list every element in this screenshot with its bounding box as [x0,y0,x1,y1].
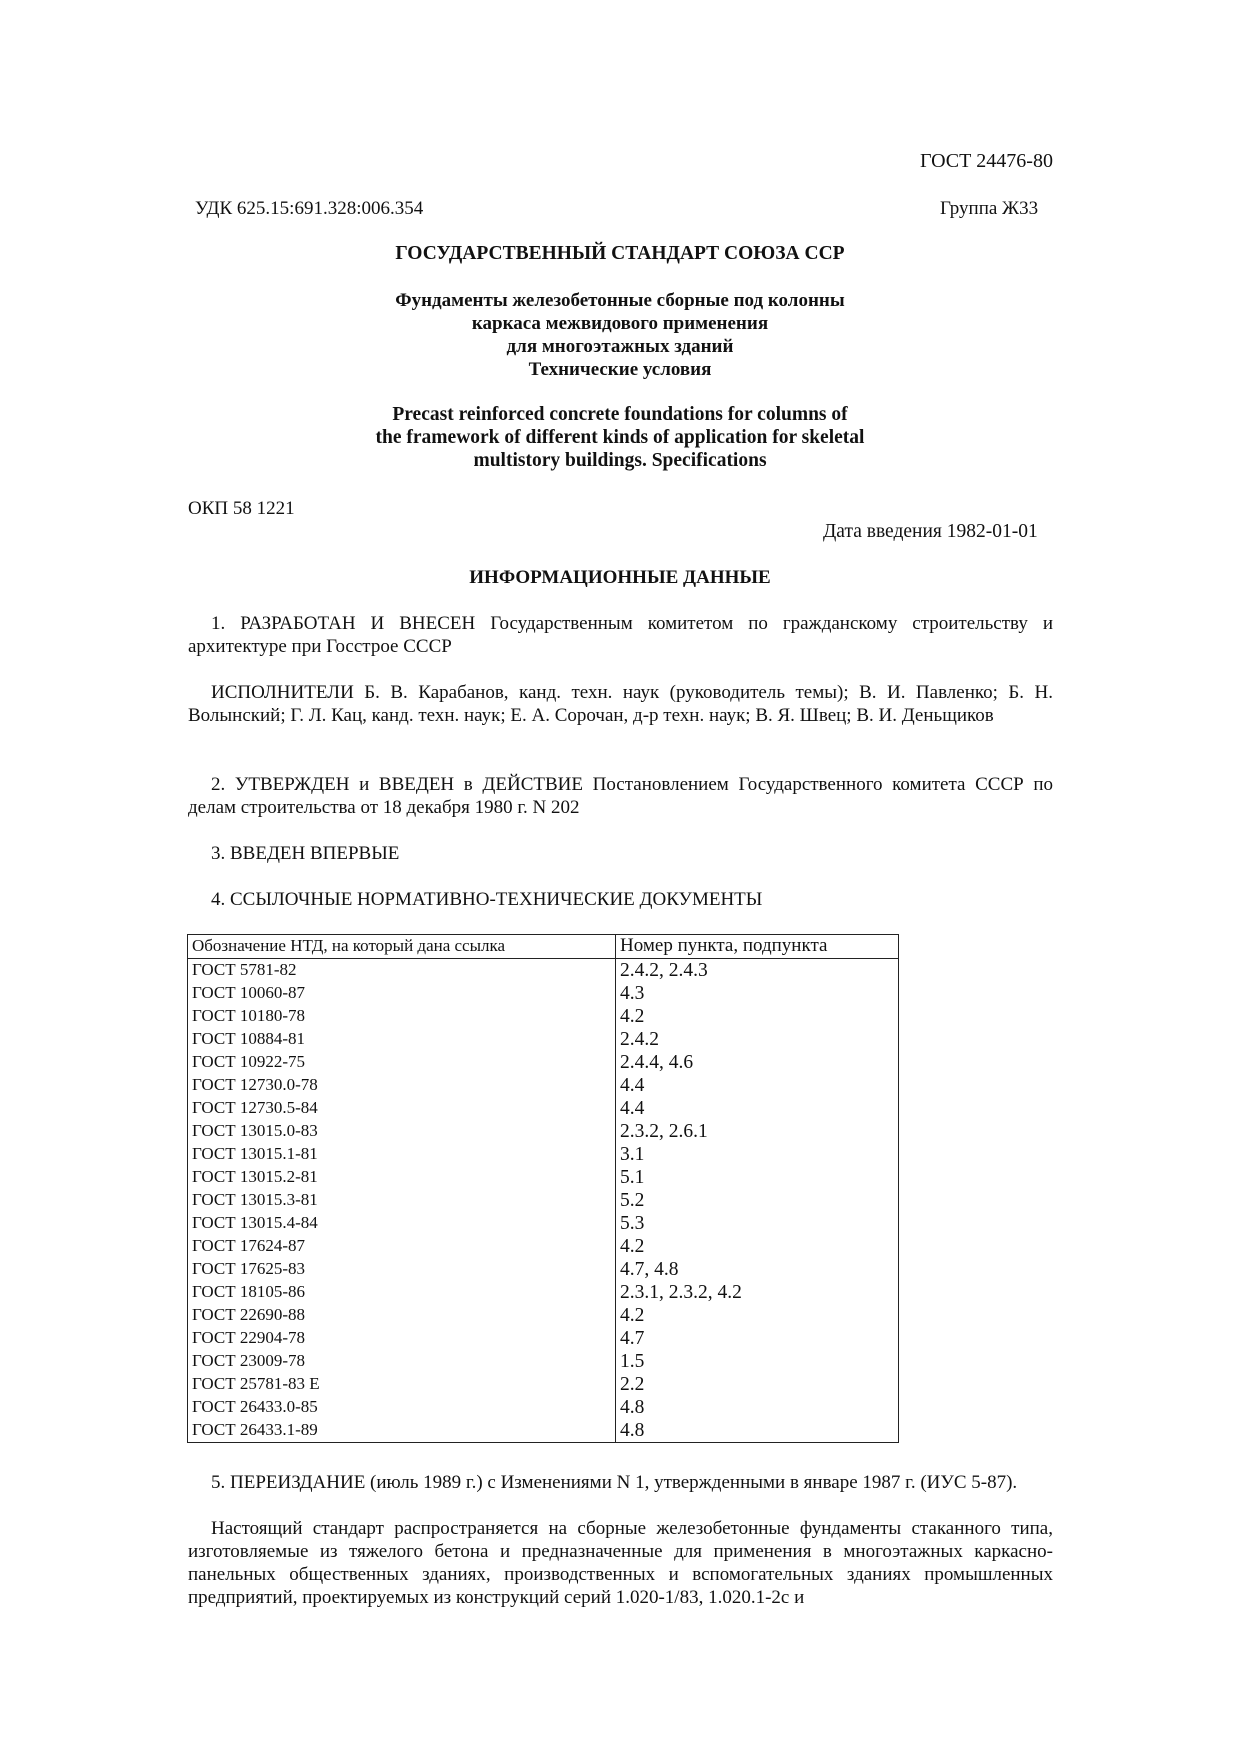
ntd-designation-cell: ГОСТ 5781-82 [192,960,297,979]
ntd-designation-cell: ГОСТ 13015.1-81 [192,1144,318,1163]
table-row [188,1258,899,1281]
table-row [188,1350,899,1373]
clause-number-cell: 2.4.2, 2.4.3 [616,959,899,983]
clause-number-cell: 5.3 [616,1212,899,1235]
clause-number-cell: 4.7 [616,1327,899,1350]
russian-title-line: Технические условия [528,359,712,380]
ntd-designation-cell: ГОСТ 17625-83 [192,1259,306,1278]
clause-number-cell: 2.4.4, 4.6 [616,1051,899,1074]
clause-number-cell: 4.2 [616,1235,899,1258]
clause-number-cell: 4.4 [616,1097,899,1120]
column-header-document: Обозначение НТД, на который дана ссылка [188,935,616,959]
english-title [188,403,1052,472]
clause-number-cell: 5.2 [616,1189,899,1212]
table-row [188,1051,899,1074]
section-executors: ИСПОЛНИТЕЛИ Б. В. Карабанов, канд. техн. наук (руководитель темы); В. И. Павленко; Б. Н. Волынский; Г. Л. Кац, канд. техн. наук; Е. А. Сорочан, д-р техн. наук; В. Я. Швец; В. И. Деньщиков [188,682,1053,726]
ntd-designation-cell: ГОСТ 13015.2-81 [192,1167,318,1186]
ntd-designation-cell: ГОСТ 23009-78 [192,1351,306,1370]
section-developed: 1. РАЗРАБОТАН И ВНЕСЕН Государственным комитетом по гражданскому строительству и архитектуре при Госстрое СССР [188,613,1053,657]
table-row [188,982,899,1005]
table-row [188,1304,899,1327]
ntd-designation-cell: ГОСТ 13015.0-83 [192,1121,318,1140]
table-row [188,1419,899,1443]
ntd-designation-cell: ГОСТ 13015.3-81 [192,1190,318,1209]
column-header-clause: Номер пункта, подпункта [616,935,899,959]
table-row [188,1005,899,1028]
table-row [188,1097,899,1120]
clause-number-cell: 2.4.2 [616,1028,899,1051]
russian-title-line: каркаса межвидового применения [471,313,769,334]
english-title-line: the framework of different kinds of application for skeletal [375,427,865,448]
table-header-row [188,935,899,959]
ntd-designation-cell: ГОСТ 12730.0-78 [192,1075,318,1094]
ntd-designation-cell: ГОСТ 26433.1-89 [192,1420,318,1439]
clause-number-cell: 4.2 [616,1005,899,1028]
ntd-designation-cell: ГОСТ 10922-75 [192,1052,306,1071]
references-table [187,934,899,1443]
table-row [188,1396,899,1419]
table-row [188,1327,899,1350]
russian-title [188,289,1052,381]
info-heading: ИНФОРМАЦИОННЫЕ ДАННЫЕ [469,567,771,588]
udk-code: УДК 625.15:691.328:006.354 [195,198,424,219]
english-title-line: Precast reinforced concrete foundations for columns of [392,404,848,425]
introduction-date: Дата введения 1982-01-01 [823,521,1038,542]
clause-number-cell: 5.1 [616,1166,899,1189]
ntd-designation-cell: ГОСТ 10060-87 [192,983,306,1002]
clause-number-cell: 4.7, 4.8 [616,1258,899,1281]
table-row [188,1189,899,1212]
ntd-designation-cell: ГОСТ 10180-78 [192,1006,306,1025]
table-row [188,1212,899,1235]
ntd-designation-cell: ГОСТ 25781-83 Е [192,1374,320,1393]
ntd-designation-cell: ГОСТ 12730.5-84 [192,1098,318,1117]
table-row [188,1281,899,1304]
clause-number-cell: 4.4 [616,1074,899,1097]
group-code: Группа Ж33 [940,198,1039,219]
references-table-body [188,959,899,1443]
table-row [188,1143,899,1166]
table-row [188,1120,899,1143]
section-references: 4. ССЫЛОЧНЫЕ НОРМАТИВНО-ТЕХНИЧЕСКИЕ ДОКУМЕНТЫ [211,889,763,910]
russian-title-line: для многоэтажных зданий [506,336,734,357]
english-title-line: multistory buildings. Specifications [473,450,767,471]
table-row [188,1074,899,1097]
table-row [188,1166,899,1189]
clause-number-cell: 4.3 [616,982,899,1005]
ntd-designation-cell: ГОСТ 22690-88 [192,1305,306,1324]
ntd-designation-cell: ГОСТ 22904-78 [192,1328,306,1347]
table-row [188,1028,899,1051]
table-row [188,1373,899,1396]
scope-paragraph: Настоящий стандарт распространяется на сборные железобетонные фундаменты стаканного типа, изготовляемые из тяжелого бетона и предназначенные для применения в многоэтажных каркасно-панельных общественных зданиях, производственных и вспомогательных зданиях промышленных предприятий, проектируемых из конструкций серий 1.020-1/83, 1.020.1-2с и [188,1518,1053,1608]
table-row [188,1235,899,1258]
clause-number-cell: 2.3.2, 2.6.1 [616,1120,899,1143]
table-row [188,959,899,983]
ntd-designation-cell: ГОСТ 26433.0-85 [192,1397,318,1416]
clause-number-cell: 2.3.1, 2.3.2, 4.2 [616,1281,899,1304]
clause-number-cell: 1.5 [616,1350,899,1373]
ntd-designation-cell: ГОСТ 17624-87 [192,1236,306,1255]
section-approved: 2. УТВЕРЖДЕН и ВВЕДЕН в ДЕЙСТВИЕ Постановлением Государственного комитета СССР по делам строительства от 18 декабря 1980 г. N 202 [188,774,1053,818]
okp-code: ОКП 58 1221 [188,498,295,519]
ntd-designation-cell: ГОСТ 10884-81 [192,1029,306,1048]
clause-number-cell: 3.1 [616,1143,899,1166]
clause-number-cell: 4.8 [616,1419,899,1443]
standard-title: ГОСУДАРСТВЕННЫЙ СТАНДАРТ СОЮЗА ССР [395,243,845,264]
ntd-designation-cell: ГОСТ 18105-86 [192,1282,306,1301]
clause-number-cell: 4.2 [616,1304,899,1327]
russian-title-line: Фундаменты железобетонные сборные под колонны [395,290,845,311]
ntd-designation-cell: ГОСТ 13015.4-84 [192,1213,318,1232]
document-id: ГОСТ 24476-80 [920,150,1053,172]
section-first-introduced: 3. ВВЕДЕН ВПЕРВЫЕ [211,843,400,864]
section-reissue: 5. ПЕРЕИЗДАНИЕ (июль 1989 г.) с Изменениями N 1, утвержденными в январе 1987 г. (ИУС 5-87). [211,1472,1018,1493]
clause-number-cell: 2.2 [616,1373,899,1396]
clause-number-cell: 4.8 [616,1396,899,1419]
